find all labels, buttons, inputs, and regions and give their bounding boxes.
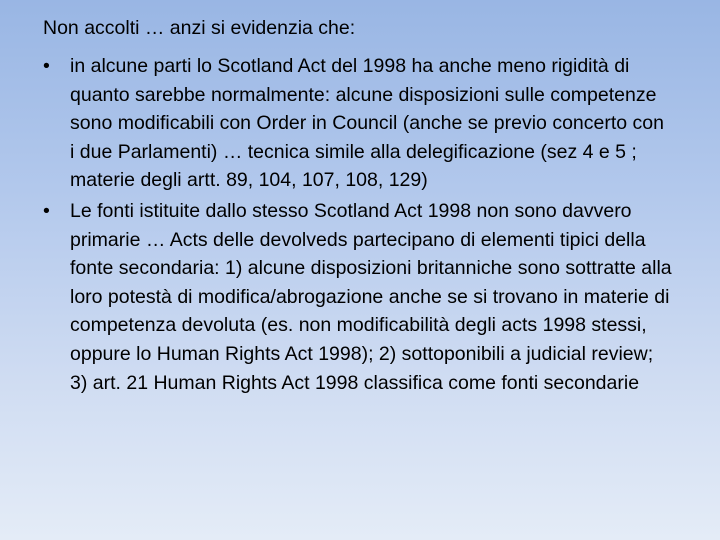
intro-text: Non accolti … anzi si evidenzia che: <box>43 17 356 39</box>
bullet-list <box>43 52 673 399</box>
bullet-icon: • <box>43 55 50 77</box>
bullet-text: Le fonti istituite dallo stesso Scotland Act 1998 non sono davvero primarie … Acts delle devolveds partecipano di elementi tipici della fonte secondaria: 1) alcune disposizioni britanniche sono sottratte alla loro potestà di modifica/abrogazione anche se si trovano in materie di competenza devoluta (es. non modificabilità degli acts 1998 stessi, oppure lo Human Rights Act 1998); 2) sottoponibili a judicial review; 3) art. 21 Human Rights Act 1998 classifica come fonti secondarie <box>70 199 672 394</box>
bullet-item <box>43 52 673 195</box>
bullet-item <box>43 197 673 397</box>
bullet-icon: • <box>43 199 50 222</box>
bullet-text: in alcune parti lo Scotland Act del 1998 ha anche meno rigidità di quanto sarebbe normalmente: alcune disposizioni sulle competenze sono modificabili con Order in Council (anche se previo concerto con i due Parlamenti) … tecnica simile alla delegificazione (sez 4 e 5 ; materie degli artt. 89, 104, 107, 108, 129) <box>70 55 664 192</box>
